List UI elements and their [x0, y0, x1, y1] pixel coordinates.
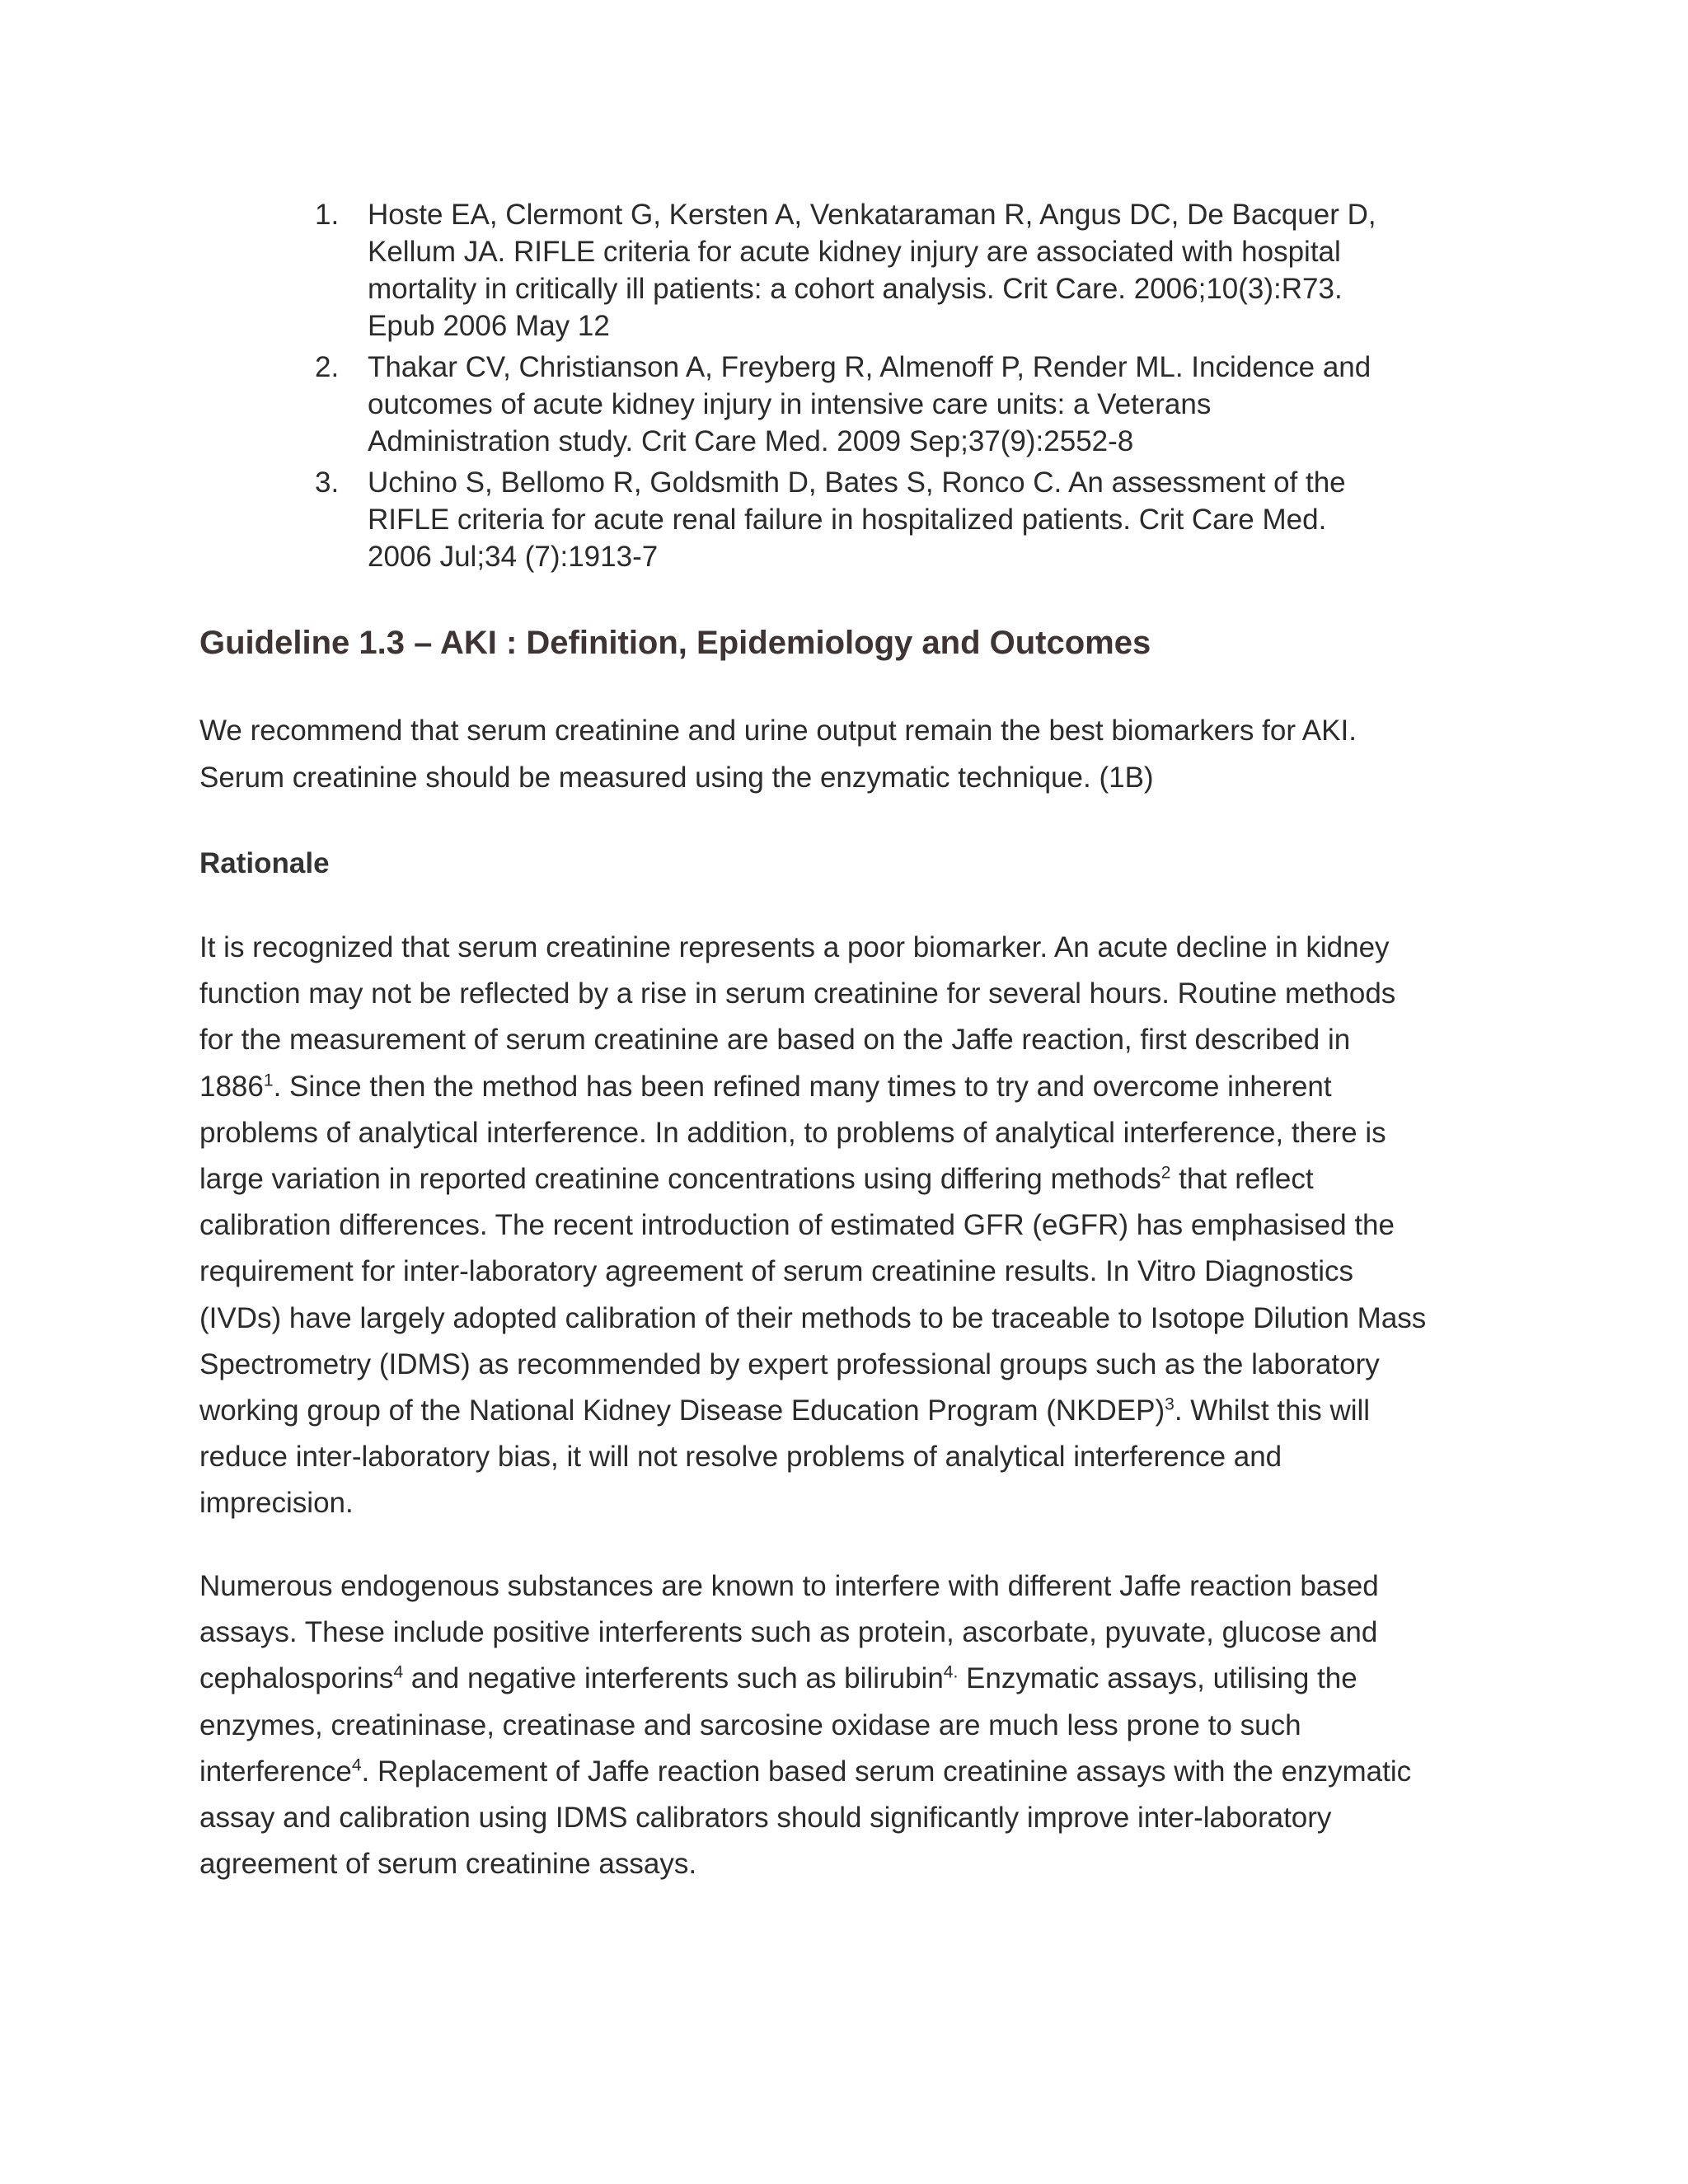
paragraph-line: Numerous endogenous substances are known to interfere with different Jaffe reaction based: [199, 1570, 1379, 1602]
paragraph-line: for the measurement of serum creatinine are based on the Jaffe reaction, first described in: [199, 1024, 1351, 1057]
text-fragment: . Since then the method has been refined many times to try and overcome inherent: [273, 1070, 1332, 1103]
paragraph-line: calibration differences. The recent introduction of estimated GFR (eGFR) has emphasised the: [199, 1209, 1395, 1242]
paragraph-line: imprecision.: [199, 1487, 354, 1520]
reference-text-line: Hoste EA, Clermont G, Kersten A, Venkataraman R, Angus DC, De Bacquer D,: [368, 199, 1376, 231]
reference-list: [315, 196, 1485, 579]
paragraph-line: [199, 1156, 1502, 1202]
paragraph-line: function may not be reflected by a rise in serum creatinine for several hours. Routine methods: [199, 977, 1396, 1010]
reference-number: 3.: [315, 466, 340, 499]
reference-item: [315, 196, 1485, 344]
reference-text-line: 2006 Jul;34 (7):1913-7: [368, 541, 659, 573]
text-fragment: large variation in reported creatinine concentrations using differing methods: [199, 1163, 1161, 1196]
reference-text-line: outcomes of acute kidney injury in intensive care units: a Veterans: [368, 388, 1212, 420]
recommendation-line: Serum creatinine should be measured using the enzymatic technique. (1B): [199, 762, 1154, 794]
reference-text-line: Epub 2006 May 12: [368, 310, 610, 342]
rationale-paragraph-2: [199, 1563, 1502, 1887]
text-fragment: 1886: [199, 1070, 264, 1103]
text-fragment: . Whilst this will: [1174, 1394, 1371, 1427]
footnote-marker: 4: [351, 1755, 362, 1775]
text-fragment: and negative interferents such as bilirubin: [403, 1662, 944, 1695]
reference-number: 2.: [315, 351, 340, 383]
text-fragment: Enzymatic assays, utilising the: [958, 1662, 1357, 1695]
paragraph-line: Spectrometry (IDMS) as recommended by expert professional groups such as the laboratory: [199, 1347, 1380, 1380]
reference-item: [315, 349, 1485, 460]
reference-text-line: RIFLE criteria for acute renal failure in hospitalized patients. Crit Care Med.: [368, 504, 1327, 536]
paragraph-line: enzymes, creatininase, creatinase and sarcosine oxidase are much less prone to such: [199, 1708, 1301, 1741]
paragraph-line: assays. These include positive interferents such as protein, ascorbate, pyuvate, glucose and: [199, 1616, 1378, 1649]
footnote-marker: 1: [263, 1070, 274, 1090]
text-fragment: cephalosporins: [199, 1662, 394, 1695]
paragraph-line: agreement of serum creatinine assays.: [199, 1848, 697, 1881]
rationale-heading: Rationale: [199, 847, 330, 879]
reference-item: [315, 464, 1485, 575]
paragraph-line: It is recognized that serum creatinine represents a poor biomarker. An acute decline in kidney: [199, 931, 1390, 963]
paragraph-line: [199, 1656, 1502, 1702]
footnote-marker: 2: [1160, 1163, 1171, 1183]
reference-text-line: Uchino S, Bellomo R, Goldsmith D, Bates S, Ronco C. An assessment of the: [368, 466, 1346, 499]
paragraph-line: reduce inter-laboratory bias, it will not resolve problems of analytical interference and: [199, 1441, 1282, 1474]
paragraph-line: problems of analytical interference. In addition, to problems of analytical interference, there is: [199, 1116, 1386, 1149]
paragraph-line: [199, 1388, 1502, 1434]
paragraph-line: [199, 1064, 1502, 1110]
reference-number: 1.: [315, 199, 340, 231]
text-fragment: that reflect: [1170, 1163, 1314, 1196]
text-fragment: interference: [199, 1755, 352, 1788]
paragraph-line: requirement for inter-laboratory agreement of serum creatinine results. In Vitro Diagnostics: [199, 1255, 1353, 1288]
paragraph-line: [199, 1749, 1502, 1795]
text-fragment: working group of the National Kidney Disease Education Program (NKDEP): [199, 1394, 1165, 1427]
footnote-marker: 3: [1165, 1394, 1175, 1414]
paragraph-line: assay and calibration using IDMS calibrators should significantly improve inter-laboratory: [199, 1802, 1332, 1835]
guideline-heading: Guideline 1.3 – AKI : Definition, Epidemiology and Outcomes: [199, 625, 1151, 661]
reference-text-line: Thakar CV, Christianson A, Freyberg R, Almenoff P, Render ML. Incidence and: [368, 351, 1372, 383]
recommendation-line: We recommend that serum creatinine and urine output remain the best biomarkers for AKI.: [199, 715, 1357, 747]
recommendation-paragraph: [199, 707, 1502, 801]
footnote-marker: 4.: [943, 1662, 959, 1682]
footnote-marker: 4: [393, 1662, 404, 1682]
paragraph-line: (IVDs) have largely adopted calibration of their methods to be traceable to Isotope Dilution Mass: [199, 1301, 1427, 1334]
reference-text-line: mortality in critically ill patients: a cohort analysis. Crit Care. 2006;10(3):R73.: [368, 273, 1343, 305]
reference-text-line: Administration study. Crit Care Med. 2009 Sep;37(9):2552-8: [368, 425, 1134, 457]
reference-text-line: Kellum JA. RIFLE criteria for acute kidney injury are associated with hospital: [368, 236, 1341, 268]
rationale-paragraph-1: [199, 925, 1502, 1527]
text-fragment: . Replacement of Jaffe reaction based serum creatinine assays with the enzymatic: [361, 1755, 1412, 1788]
